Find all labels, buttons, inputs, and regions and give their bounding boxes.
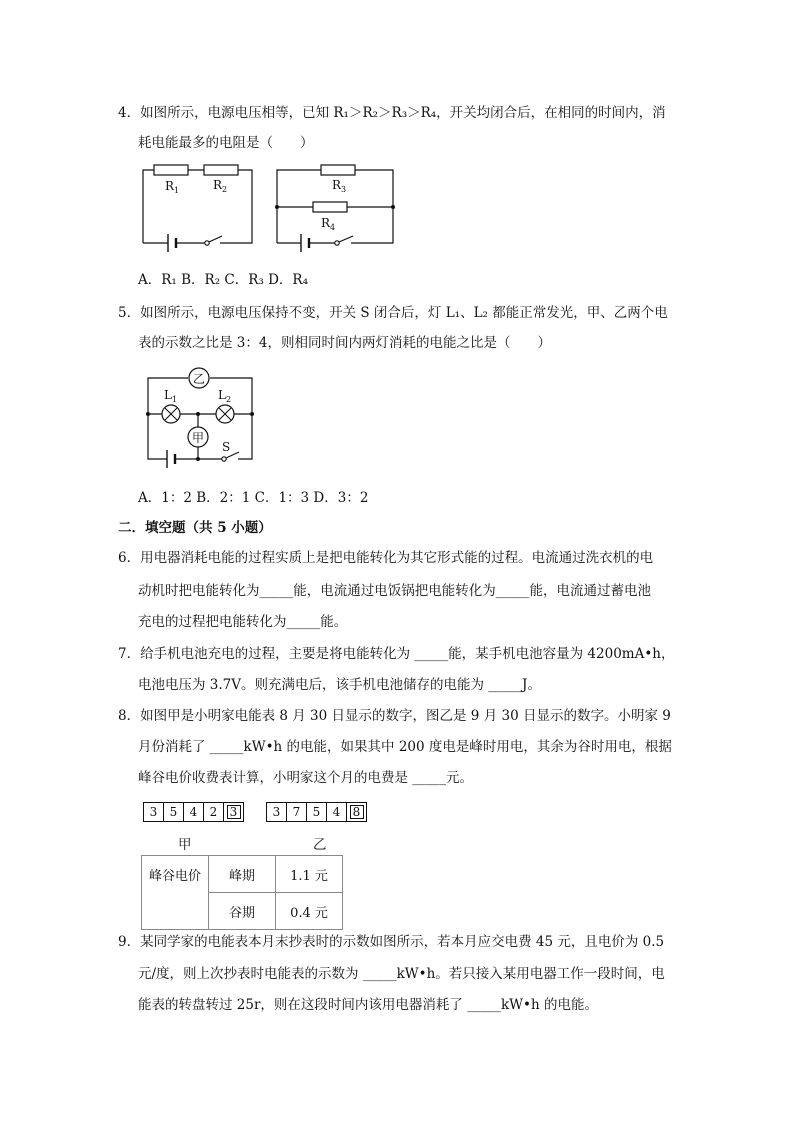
q5-stem-line2: 表的示数之比是 3：4，则相同时间内两灯消耗的电能之比是（ ） (138, 335, 551, 351)
q7-line2: 电池电压为 3.7V。则充满电后，该手机电池储存的电能为 _____J。 (138, 677, 541, 693)
meter-decimal-digit: 3 (224, 802, 244, 822)
q4-resistor-r2 (204, 165, 238, 175)
q4-resistor-r3 (321, 165, 355, 175)
q4-stem-line2: 耗电能最多的电阻是（ ） (138, 135, 314, 151)
q4-label-r3: $R_3$ (332, 178, 347, 194)
q5-lamp-l2 (216, 405, 234, 423)
q6-line2: 动机时把电能转化为_____能，电流通过电饭锅把电能转化为_____能，电流通过蓄电池 (138, 583, 651, 599)
q5-label-yi: 乙 (193, 372, 206, 386)
q8-line1: 8．如图甲是小明家电能表 8 月 30 日显示的数字，图乙是 9 月 30 日显示的数字。小明家 9 (118, 708, 671, 724)
q4-resistor-r1 (154, 165, 188, 175)
q7-line1: 7．给手机电池充电的过程，主要是将电能转化为 _____能，某手机电池容量为 4200mA•h， (118, 646, 675, 662)
meter-label-yi: 乙 (313, 837, 327, 853)
q4-circuit-right (273, 160, 398, 250)
q5-circuit (140, 365, 260, 470)
electric-meter-jia (143, 802, 244, 822)
peak-valley-price-table (141, 855, 343, 930)
meter-digit: 4 (327, 802, 347, 822)
meter-digit: 4 (184, 802, 204, 822)
q4-circuit-left (140, 160, 260, 250)
q5-options: A．1：2 B．2：1 C．1：3 D．3：2 (138, 490, 369, 506)
price-value-peak: 1.1 元 (276, 856, 343, 893)
q5-stem-line1: 5．如图所示，电源电压保持不变，开关 S 闭合后，灯 L₁、L₂ 都能正常发光，甲、乙两个电 (118, 305, 668, 321)
q5-label-s: S (222, 440, 231, 454)
price-table-header: 峰谷电价 (142, 856, 209, 930)
q5-label-l2: $L_2$ (218, 388, 232, 404)
section-title-fill-in: 二．填空题（共 5 小题） (118, 520, 272, 536)
meter-digit: 5 (164, 802, 184, 822)
q4-switch-right (335, 241, 339, 245)
q4-label-r4: $R_4$ (321, 216, 336, 232)
q5-lamp-l1 (162, 405, 180, 423)
meter-label-jia: 甲 (178, 837, 192, 853)
meter-digit: 3 (266, 802, 287, 822)
q8-line3: 峰谷电价收费表计算，小明家这个月的电费是 _____元。 (138, 770, 474, 786)
electric-meter-yi (266, 802, 367, 822)
q4-switch-left (205, 241, 209, 245)
q4-options: A．R₁ B．R₂ C．R₃ D．R₄ (138, 272, 309, 288)
meter-decimal-digit: 8 (347, 802, 367, 822)
meter-digit: 7 (287, 802, 307, 822)
q5-switch (222, 457, 226, 461)
q9-line1: 9．某同学家的电能表本月末抄表时的示数如图所示，若本月应交电费 45 元，且电价为 0.5 (118, 934, 665, 950)
q5-label-jia: 甲 (192, 431, 205, 445)
q8-line2: 月份消耗了 _____kW•h 的电能，如果其中 200 度电是峰时用电，其余为谷时用电，根据 (138, 739, 672, 755)
q9-line3: 能表的转盘转过 25r，则在这段时间内该用电器消耗了 _____kW•h 的电能。 (138, 997, 598, 1013)
q4-label-r1: $R_1$ (165, 179, 180, 195)
price-period-valley: 谷期 (209, 893, 276, 930)
q4-stem-line1: 4．如图所示，电源电压相等，已知 R₁＞R₂＞R₃＞R₄，开关均闭合后，在相同的时间内，消 (118, 105, 666, 121)
price-period-peak: 峰期 (209, 856, 276, 893)
q4-resistor-r4 (313, 202, 347, 212)
q4-label-r2: $R_2$ (213, 178, 228, 194)
q6-line1: 6．用电器消耗电能的过程实质上是把电能转化为其它形式能的过程。电流通过洗衣机的电 (118, 550, 654, 566)
q6-line3: 充电的过程把电能转化为_____能。 (138, 614, 348, 630)
meter-digit: 5 (307, 802, 327, 822)
q9-line2: 元/度，则上次抄表时电能表的示数为 _____kW•h。若只接入某用电器工作一段时间，电 (138, 966, 665, 982)
meter-digit: 2 (204, 802, 224, 822)
q5-label-l1: $L_1$ (164, 388, 178, 404)
price-value-valley: 0.4 元 (276, 893, 343, 930)
meter-digit: 3 (143, 802, 164, 822)
